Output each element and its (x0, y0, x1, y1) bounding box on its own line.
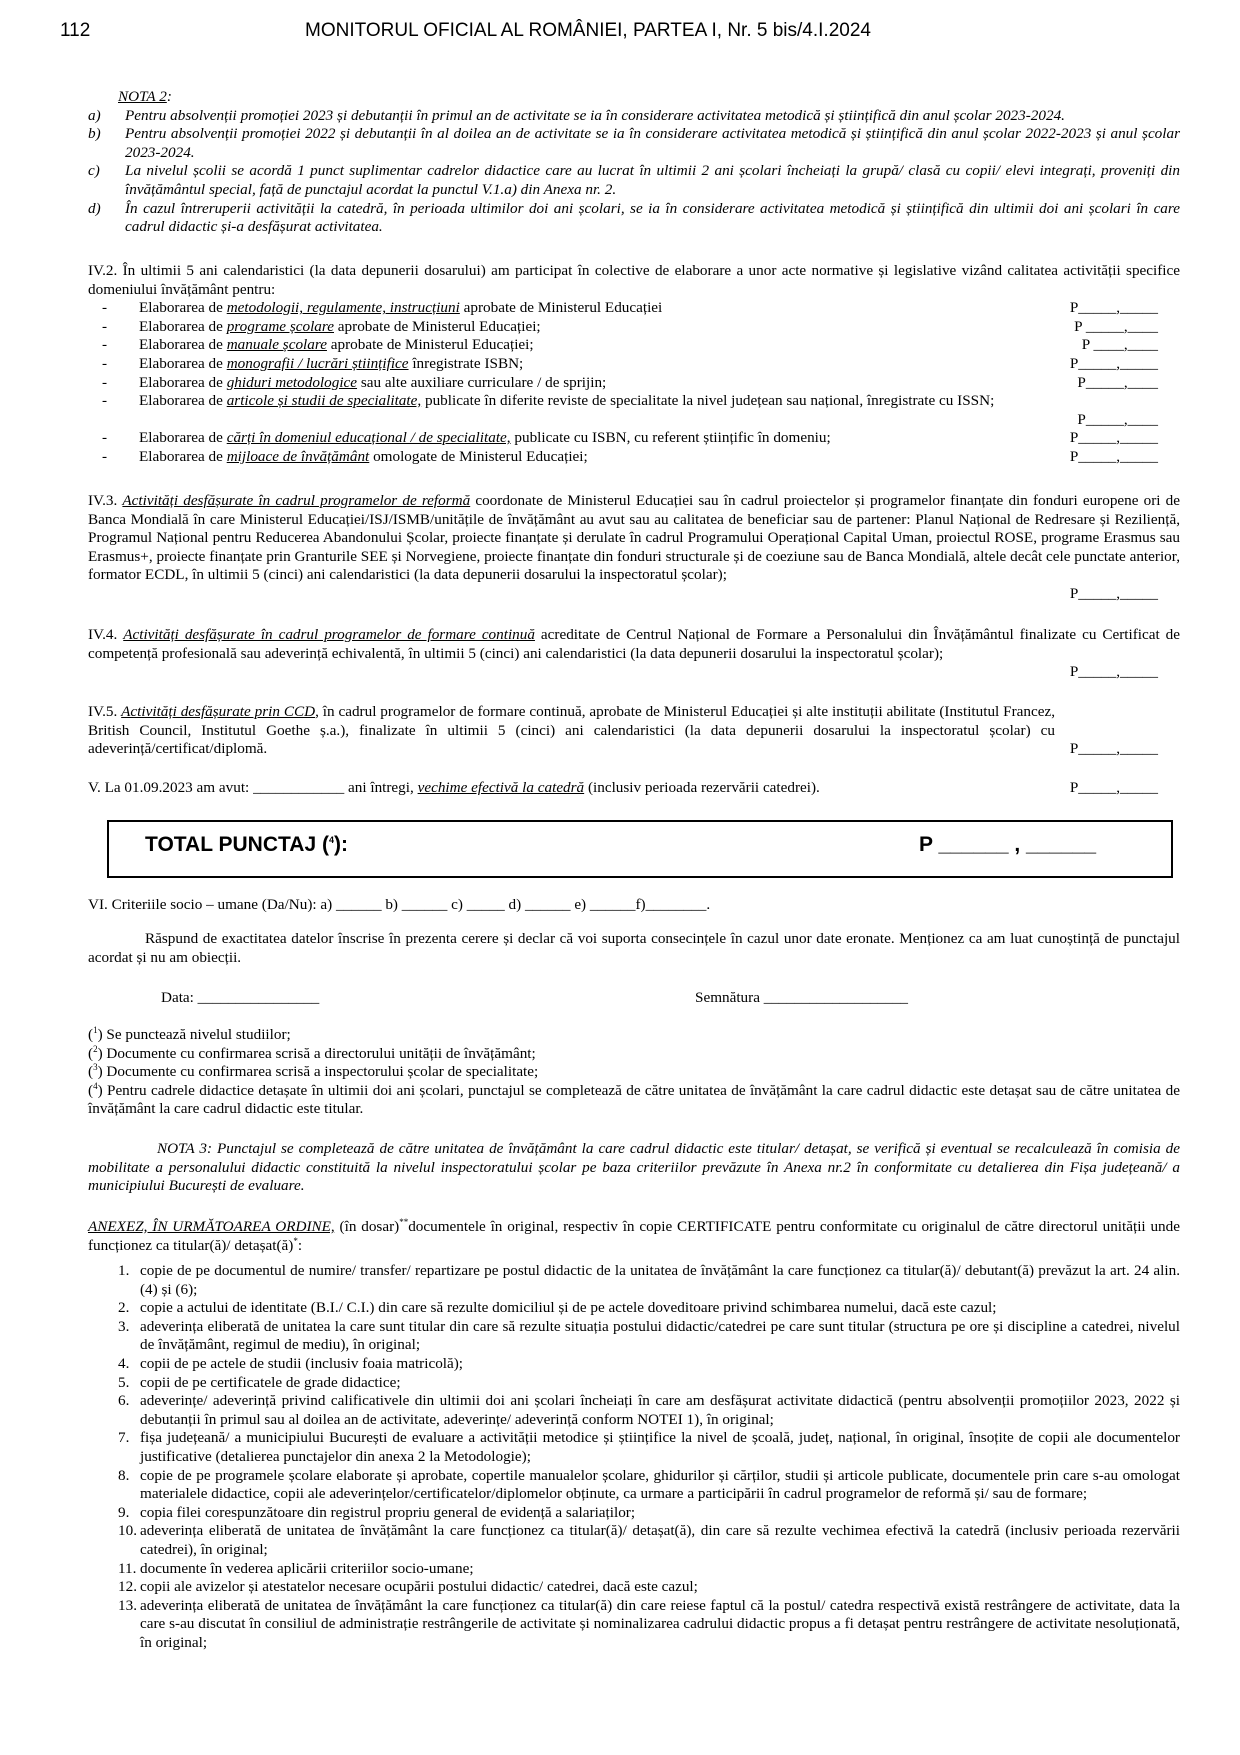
footnote: ($^1$) Se punctează nivelul studiilor; (88, 1024, 291, 1043)
iv2-item-text (139, 429, 1180, 448)
item-prefix: Elaborarea de (139, 336, 227, 354)
nota2-item-text: Pentru absolvenții promoției 2023 și debutanții în primul an de activitate se ia în considerare activitatea metodică și științifică din anul școlar 2023-2024. (125, 106, 1065, 124)
item-prefix: Elaborarea de (139, 299, 227, 317)
nota2-item-label: d) (88, 199, 101, 217)
total-score-field[interactable]: P ______ , ______ (919, 833, 1097, 856)
iv3-score-field[interactable]: P_____,_____ (1069, 584, 1158, 602)
document-text: adeverința eliberată de unitatea de învățământ la care funcționez ca titular(ă) din care reiese faptul că la postul/ catedra respectivă există restrângere de activitate, data la care s-au discutat în consiliul de administrație restrângerile de activitate și nominalizarea cadrului didactic propus a fi detașat pentru restrângere de activitate nesoluționată, în original; (140, 1596, 1180, 1651)
iv5-score-field[interactable]: P_____,_____ (1069, 740, 1158, 757)
document-item (88, 1522, 1180, 1559)
nota2-item-label: a) (88, 106, 101, 124)
document-text: copia filei corespunzătoare din registrul propriu general de evidență a salariaților; (140, 1503, 636, 1521)
nota2-item-label: c) (88, 162, 100, 180)
item-suffix: sau alte auxiliare curriculare / de sprijin; (357, 373, 607, 391)
publication-title: MONITORUL OFICIAL AL ROMÂNIEI, PARTEA I, Nr. 5 bis/4.I.2024 (305, 20, 871, 41)
iv2-item (88, 355, 1180, 374)
document-number: 13. (118, 1596, 137, 1614)
dash-bullet: - (102, 392, 108, 410)
iv2-item (88, 392, 1180, 429)
item-prefix: Elaborarea de (139, 429, 227, 447)
documents-list (88, 1262, 1180, 1652)
document-text: copii de pe certificatele de grade didactice; (140, 1373, 401, 1391)
item-suffix: aprobate de Ministerul Educației; (326, 336, 534, 354)
nota2-item (88, 125, 1180, 162)
footnote-text: Documente cu confirmarea scrisă a inspectorului școlar de specialitate; (102, 1063, 539, 1081)
footnote-text: Se punctează nivelul studiilor; (102, 1026, 291, 1043)
footnote-text: Documente cu confirmarea scrisă a directorului unității de învățământ; (102, 1044, 536, 1062)
v-section: V. La 01.09.2023 am avut: ____________ ani întregi, vechime efectivă la catedră (inclusiv perioada rezervării catedrei). P_____,_____ (88, 779, 1158, 796)
dash-bullet: - (102, 299, 108, 317)
iv2-item (88, 299, 1180, 318)
iv2-item (88, 318, 1180, 337)
iv2-score-field[interactable]: P _____,____ (1074, 317, 1158, 335)
item-emphasis: articole și studii de specialitate, (226, 392, 422, 410)
item-prefix: Elaborarea de (139, 354, 227, 372)
nota2-list (88, 107, 1180, 237)
document-item (88, 1429, 1180, 1466)
v-score-field[interactable]: P_____,_____ (1069, 779, 1158, 796)
document-item (88, 1504, 1180, 1523)
item-emphasis: monografii / lucrări științifice (226, 354, 409, 372)
dash-bullet: - (102, 336, 108, 354)
item-suffix: publicate cu ISBN, cu referent științific în domeniu; (510, 429, 831, 447)
iv2-score-field[interactable]: P_____,_____ (1069, 299, 1158, 317)
item-emphasis: metodologii, regulamente, instrucțiuni (226, 299, 460, 317)
item-prefix: Elaborarea de (139, 447, 227, 465)
document-text: adeverința eliberată de unitatea de învățământ la care funcționez ca titular(ă)/ detașat(ă), din care să rezulte vechimea efectivă la catedră (inclusiv perioada rezervării catedrei), în original; (140, 1522, 1180, 1558)
document-item (88, 1299, 1180, 1318)
footnote-number: 3 (93, 1062, 98, 1073)
document-text: fișa județeană/ a municipiului București de evaluare a activității metodice și științifice la nivel de școală, județ, național, în original, însoțite de copii ale documentelor justificative (detalierea punctajelor din anexa 2 la Metodologie); (140, 1429, 1180, 1465)
document-text: documente în vederea aplicării criteriilor socio-umane; (140, 1559, 474, 1577)
iv3-emphasis: Activități desfășurate în cadrul programelor de reformă (122, 492, 471, 509)
footnote: ($^4$) Pentru cadrele didactice detașate în ultimii doi ani școlari, punctajul se completează de către unitatea de învățământ la care cadrul didactic este detașat sau de către unitatea de învățământ la care cadrul didactic este titular. (88, 1080, 1180, 1118)
iv2-intro: IV.2. În ultimii 5 ani calendaristici (la data depunerii dosarului) am participat în colective de elaborare a unor acte normative și legislative vizând calitatea activității specifice domeniului învățământ pentru: (88, 262, 1180, 298)
iv2-item-text (139, 336, 1180, 355)
document-item (88, 1392, 1180, 1429)
iv5-emphasis: Activități desfășurate prin CCD (121, 703, 316, 720)
iv2-item (88, 448, 1180, 467)
iv2-score-field[interactable]: P ____,____ (1081, 336, 1158, 354)
iv5-section: IV.5. Activități desfășurate prin CCD, în cadrul programelor de formare continuă, aprobate de Ministerul Educației și alte instituții abilitate (Institutul Francez, British Council, Institutul Goethe ș.a.), finalizate în ultimii 5 (cinci) ani calendaristici (la data depunerii dosarului la inspectoratul școlar) cu adeverință/certificat/diplomă. P_____,_____ (88, 703, 1158, 758)
document-number: 10. (118, 1522, 137, 1540)
document-item (88, 1355, 1180, 1374)
iv2-item-text (139, 355, 1180, 374)
document-number: 8. (118, 1466, 130, 1484)
document-number: 9. (118, 1503, 130, 1521)
iv2-score-field[interactable]: P_____,____ (1077, 410, 1158, 428)
item-prefix: Elaborarea de (139, 392, 227, 410)
total-score-box (107, 820, 1173, 878)
document-text: copii ale avizelor și atestatelor necesare ocupării postului didactic/ catedrei, dacă este cazul; (140, 1578, 698, 1596)
item-suffix: aprobate de Ministerul Educației; (334, 317, 541, 335)
iv2-score-field[interactable]: P_____,_____ (1069, 354, 1158, 372)
iv2-item-text (139, 374, 1180, 393)
footnote-text: Pentru cadrele didactice detașate în ultimii doi ani școlari, punctajul se completează de către unitatea de învățământ la care cadrul didactic este detașat sau de către unitatea de învățământ la care cadrul didactic este titular. (88, 1081, 1180, 1118)
iv2-score-field[interactable]: P_____,____ (1077, 373, 1158, 391)
signature-field[interactable]: Semnătura ___________________ (695, 989, 909, 1006)
socio-criteria[interactable]: VI. Criteriile socio – umane (Da/Nu): a) ______ b) ______ c) _____ d) ______ e) ______f)________. (88, 896, 711, 913)
nota2-item (88, 162, 1180, 199)
nota2-title: NOTA 2 (118, 88, 167, 105)
nota2-item-text: La nivelul școlii se acordă 1 punct suplimentar cadrelor didactice care au lucrat în ultimii 2 ani școlari încheiați la grupă/ clasă cu copii/ elevi integrați, proveniți din învățământul special, față de punctajul acordat la punctul V.1.a) din Anexa nr. 2. (125, 162, 1180, 198)
item-emphasis: ghiduri metodologice (226, 373, 358, 391)
document-item (88, 1262, 1180, 1299)
iv2-item-text (139, 392, 1180, 411)
iv4-emphasis: Activități desfășurate în cadrul programelor de formare continuă (123, 626, 535, 643)
document-number: 2. (118, 1299, 130, 1317)
item-prefix: Elaborarea de (139, 373, 227, 391)
nota3: NOTA 3: Punctajul se completează de către unitatea de învățământ la care cadrul didactic este titular/ detașat, se verifică și eventual se recalculează în comisia de mobilitate a personalului didactic constituită la nivelul inspectoratului școlar pe baza criteriilor prevăzute în Anexa nr.2 în conformitate cu detalierea din Fișa județeană/ a municipiului București de evaluare. (88, 1140, 1180, 1195)
document-item (88, 1597, 1180, 1653)
document-number: 11. (118, 1559, 137, 1577)
document-text: copie de pe documentul de numire/ transfer/ repartizare pe postul didactic de la unitatea de învățământ la care funcționez ca titular(ă)/ debutant(ă) prevăzut la art. 24 alin. (4) și (6); (140, 1262, 1180, 1298)
nota2-item-text: Pentru absolvenții promoției 2022 și debutanții în al doilea an de activitate se ia în considerare activitatea metodică și științifică din anul școlar 2022-2023 și anul școlar 2023-2024. (125, 125, 1180, 161)
footnote-number: 1 (93, 1024, 98, 1035)
iv2-section (88, 262, 1180, 467)
iv2-list (88, 299, 1180, 466)
dash-bullet: - (102, 354, 108, 372)
document-number: 7. (118, 1429, 130, 1447)
date-field[interactable]: Data: ________________ (161, 989, 320, 1006)
document-number: 4. (118, 1354, 130, 1372)
item-emphasis: programe școlare (226, 317, 334, 335)
footnote: ($^3$) Documente cu confirmarea scrisă a inspectorului școlar de specialitate; (88, 1062, 539, 1081)
footnotes (88, 1026, 1180, 1119)
dash-bullet: - (102, 429, 108, 447)
item-prefix: Elaborarea de (139, 317, 227, 335)
document-text: copie de pe programele școlare elaborate și aprobate, copertile manualelor școlare, ghidurilor și cărților, studii și articole publicate, documentele prin care s-au omologat materialele didactice, copii ale adeverințelor/certificatelor/diplomelor obținute, ca urmare a participării în cadrul programelor de reformă și/ sau de formare; (140, 1466, 1180, 1503)
dash-bullet: - (102, 373, 108, 391)
iv2-item (88, 336, 1180, 355)
document-text: adeverințe/ adeverință privind calificativele din ultimii doi ani școlari încheiați în care am desfășurat activitate didactică (pentru absolvenții promoțiilor 2023, 2022 și debutanții în primul sau al doilea an de activitate, adeverințe/ adeverință conform NOTEI 1), în original; (140, 1392, 1180, 1428)
document-item (88, 1560, 1180, 1579)
document-text: adeverința eliberată de unitatea la care sunt titular din care să rezulte situația postului didactic/catedrei pe care sunt titular (structura pe ore și discipline a catedrei, nivelul de învățământ, regimul de mediu), în original; (140, 1317, 1180, 1354)
iv2-item-text (139, 299, 1180, 318)
iv4-score-field[interactable]: P_____,_____ (1069, 663, 1158, 681)
item-emphasis: mijloace de învățământ (226, 447, 370, 465)
item-suffix: aprobate de Ministerul Educației (459, 299, 663, 317)
nota2-section: NOTA 2: a) Pentru absolvenții promoției 2023 și debutanții în primul an de activitate se ia în considerare activitatea metodică și științifică din anul școlar 2023-2024. b) Pentru absolvenții promoției 2022 și debutanții în al doilea an de activitate se ia în considerare activitatea metodică și științifică din anul școlar 2022-2023 și anul școlar 2023-2024. c) La nivelul școlii se acordă 1 punct suplimentar cadrelor didactice care au lucrat în ultimii 2 ani școlari încheiați la grupă/ clasă cu copii/ elevi integrați, proveniți din învățământul special, față de punctajul acordat la punctul V.1.a) din Anexa nr. 2. d) În cazul întreruperii activității la catedră, în perioada ultimilor doi ani școlari, se ia în considerare activitatea metodică și științifică din ultimii doi ani școlari în care cadrul didactic și-a desfășurat activitatea. (88, 88, 1180, 236)
item-emphasis: manuale școlare (226, 336, 327, 354)
iv2-score-field[interactable]: P_____,_____ (1069, 447, 1158, 465)
v-emphasis: vechime efectivă la catedră (417, 779, 585, 796)
nota2-item (88, 107, 1180, 126)
footnote-number: 2 (93, 1043, 98, 1054)
dash-bullet: - (102, 317, 108, 335)
document-item (88, 1374, 1180, 1393)
dash-bullet: - (102, 447, 108, 465)
iv2-item (88, 374, 1180, 393)
iv2-item (88, 429, 1180, 448)
document-number: 1. (118, 1262, 130, 1279)
iv2-item-text (139, 318, 1180, 337)
total-score-label: TOTAL PUNCTAJ ($^4$): (145, 833, 348, 856)
item-suffix: înregistrate ISBN; (408, 354, 524, 372)
item-suffix: omologate de Ministerul Educației; (369, 447, 588, 465)
iv2-score-field[interactable]: P_____,_____ (1069, 429, 1158, 447)
document-number: 6. (118, 1392, 130, 1410)
declaration: Răspund de exactitatea datelor înscrise în prezenta cerere și declar că voi suporta consecințele în cazul unor date eronate. Menționez ca am luat cunoștință de punctajul acordat și nu am obiecții. (88, 930, 1180, 966)
document-number: 5. (118, 1373, 130, 1391)
document-text: copii de pe actele de studii (inclusiv foaia matricolă); (140, 1354, 464, 1372)
footnote-number: 4 (93, 1080, 98, 1091)
iv3-section: IV.3. Activități desfășurate în cadrul programelor de reformă coordonate de Ministerul Educației sau în cadrul proiectelor și programelor finanțate din fonduri europene ori de Banca Mondială în care Ministerul Educației/ISJ/ISMB/unitățile de învățământ au avut sau au calitatea de beneficiar sau de partener: Planul Național de Redresare și Reziliență, Programul Național pentru Reducerea Abandonului Școlar, proiecte finanțate și derulate în cadrul Programului Operațional Capital Uman, proiectul ROSE, programe Erasmus sau Erasmus+, proiecte finanțate prin Granturile SEE și Norvegiene, proiecte finanțate din fonduri structurale și de coeziune sau de Banca Mondială, altele decât cele punctate anterior, formator ECDL, în ultimii 5 (cinci) ani calendaristici (la data depunerii dosarului la inspectoratul școlar); P_____,_____ (88, 492, 1180, 602)
document-item (88, 1467, 1180, 1504)
iv2-score-line (88, 411, 1180, 430)
document-item (88, 1578, 1180, 1597)
document-item (88, 1318, 1180, 1355)
nota2-item-text: În cazul întreruperii activității la catedră, în perioada ultimilor doi ani școlari, se ia în considerare activitatea metodică și științifică din ultimii doi ani școlari în care cadrul didactic și-a desfășurat activitatea. (125, 199, 1180, 236)
iv2-item-text (139, 448, 1180, 467)
iv4-section: IV.4. Activități desfășurate în cadrul programelor de formare continuă acreditate de Centrul Național de Formare a Personalului din Învățământul finalizate cu Certificat de competență profesională sau adeverință echivalentă, în ultimii 5 (cinci) ani calendaristici (la data depunerii dosarului la inspectoratul școlar); P_____,_____ (88, 626, 1180, 681)
footnote: ($^2$) Documente cu confirmarea scrisă a directorului unității de învățământ; (88, 1043, 536, 1062)
item-suffix: publicate în diferite reviste de specialitate la nivel județean sau național, înregistrate cu ISSN; (421, 392, 995, 410)
document-number: 3. (118, 1317, 130, 1335)
item-emphasis: cărți în domeniul educațional / de specialitate, (226, 429, 511, 447)
document-text: copie a actului de identitate (B.I./ C.I.) din care să rezulte domiciliul și de pe actele doveditoare privind schimbarea numelui, dacă este cazul; (140, 1299, 997, 1317)
nota2-item-label: b) (88, 125, 101, 143)
document-number: 12. (118, 1578, 137, 1596)
nota2-item (88, 200, 1180, 237)
anexez-intro: ANEXEZ, ÎN URMĂTOAREA ORDINE, (în dosar)**documentele în original, respectiv în copie CERTIFICATE pentru conformitate cu originalul de către directorul unității unde funcționez ca titular(ă)/ detașat(ă)*: (88, 1216, 1180, 1254)
page-number: 112 (60, 20, 91, 41)
